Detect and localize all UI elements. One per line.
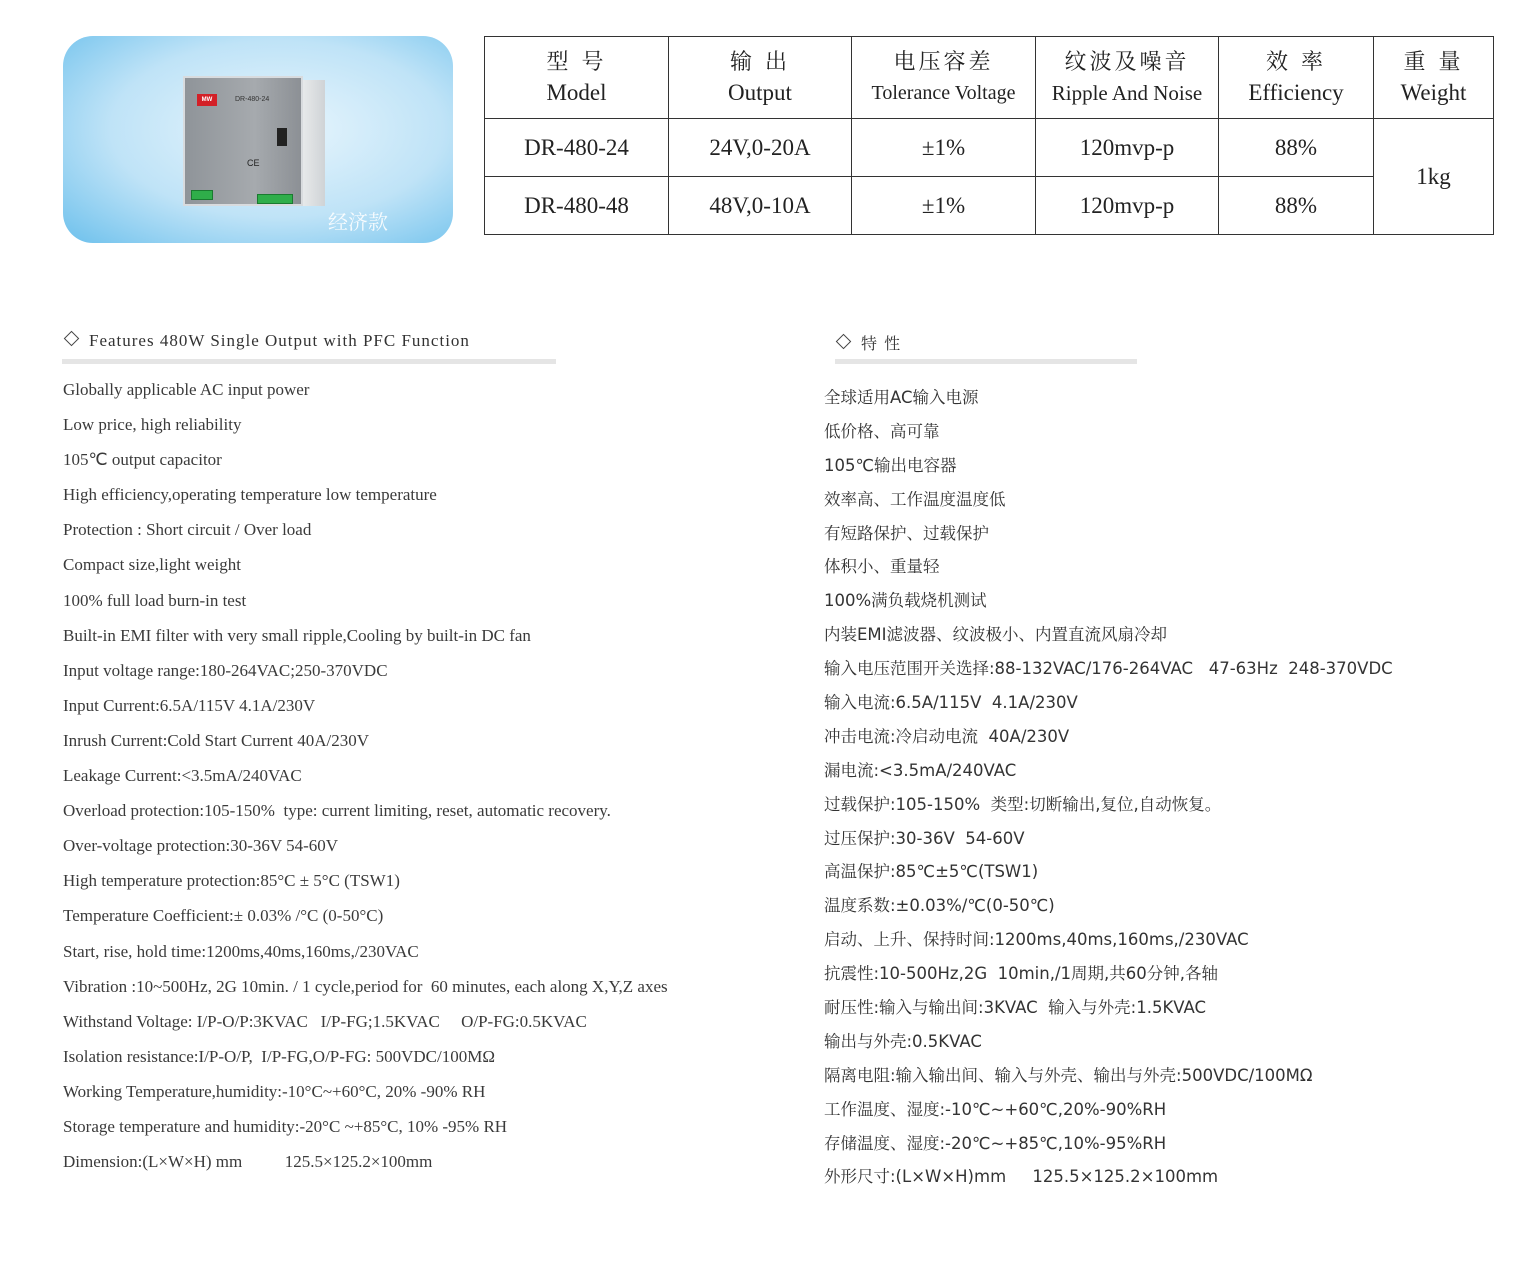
table-row — [485, 119, 1494, 177]
feature-item: 输入电流:6.5A/115V 4.1A/230V — [824, 693, 1078, 713]
header-efficiency: 效 率 Efficiency — [1219, 37, 1374, 119]
feature-item: Compact size,light weight — [63, 555, 241, 575]
feature-item: 100% full load burn-in test — [63, 590, 247, 610]
cell-model: DR-480-48 — [485, 177, 669, 235]
ce-mark: CE — [247, 158, 260, 168]
feature-item: High temperature protection:85°C ± 5°C (TSW1) — [63, 871, 400, 891]
feature-item: Input Current:6.5A/115V 4.1A/230V — [63, 695, 316, 715]
cell-efficiency: 88% — [1219, 119, 1374, 177]
feature-item: 高温保护:85℃±5℃(TSW1) — [824, 862, 1039, 882]
device-model-label: DR-480-24 — [235, 96, 270, 103]
table-row — [485, 177, 1494, 235]
spec-table — [484, 36, 1494, 235]
feature-item: 温度系数:±0.03%/℃(0-50℃) — [824, 896, 1055, 916]
feature-item: Start, rise, hold time:1200ms,40ms,160ms,/230VAC — [63, 941, 419, 961]
feature-item: Leakage Current:<3.5mA/240VAC — [63, 766, 302, 786]
feature-item: Storage temperature and humidity:-20°C ~+85°C, 10% -95% RH — [63, 1116, 508, 1136]
header-tolerance: 电压容差 Tolerance Voltage — [852, 37, 1036, 119]
feature-item: Vibration :10~500Hz, 2G 10min. / 1 cycle,period for 60 minutes, each along X,Y,Z axes — [63, 976, 668, 996]
feature-item: 105℃输出电容器 — [824, 455, 957, 475]
features-en-list — [63, 380, 668, 1187]
cell-efficiency: 88% — [1219, 177, 1374, 235]
feature-item: Withstand Voltage: I/P-O/P:3KVAC I/P-FG;1.5KVAC O/P-FG:0.5KVAC — [63, 1011, 587, 1031]
cell-tolerance: ±1% — [852, 177, 1036, 235]
heading-text: 特 性 — [861, 334, 902, 353]
heading-text: Features 480W Single Output with PFC Function — [89, 331, 470, 350]
feature-item: 存储温度、湿度:-20℃~+85℃,10%-95%RH — [824, 1133, 1167, 1153]
header-output: 输 出 Output — [669, 37, 852, 119]
cell-model: DR-480-24 — [485, 119, 669, 177]
feature-item: 有短路保护、过载保护 — [824, 523, 989, 543]
power-supply-device — [183, 76, 303, 206]
cell-ripple: 120mvp-p — [1036, 177, 1219, 235]
diamond-icon — [64, 331, 80, 347]
feature-item: Inrush Current:Cold Start Current 40A/230V — [63, 730, 369, 750]
cell-ripple: 120mvp-p — [1036, 119, 1219, 177]
product-image — [63, 36, 453, 243]
feature-item: 漏电流:<3.5mA/240VAC — [824, 760, 1017, 780]
cell-weight: 1kg — [1374, 119, 1494, 235]
feature-item: 全球适用AC输入电源 — [824, 388, 979, 407]
feature-item: 冲击电流:冷启动电流 40A/230V — [824, 726, 1070, 746]
header-weight: 重 量 Weight — [1374, 37, 1494, 119]
feature-item: 内装EMI滤波器、纹波极小、内置直流风扇冷却 — [824, 625, 1168, 645]
feature-item: 105℃ output capacitor — [63, 450, 222, 470]
feature-item: Protection : Short circuit / Over load — [63, 520, 312, 540]
device-switch — [277, 128, 287, 146]
feature-item: Input voltage range:180-264VAC;250-370VDC — [63, 660, 388, 680]
divider — [62, 359, 556, 364]
header-model: 型 号 Model — [485, 37, 669, 119]
feature-item: 抗震性:10-500Hz,2G 10min,/1周期,共60分钟,各轴 — [824, 964, 1218, 984]
feature-item: 体积小、重量轻 — [824, 557, 940, 577]
feature-item: 输出与外壳:0.5KVAC — [824, 1031, 982, 1051]
feature-item: 过压保护:30-36V 54-60V — [824, 828, 1025, 848]
cell-tolerance: ±1% — [852, 119, 1036, 177]
feature-item: 输入电压范围开关选择:88-132VAC/176-264VAC 47-63Hz 248-370VDC — [824, 659, 1393, 679]
header-ripple: 纹波及噪音 Ripple And Noise — [1036, 37, 1219, 119]
device-side — [303, 80, 325, 206]
feature-item: 隔离电阻:输入输出间、输入与外壳、输出与外壳:500VDC/100MΩ — [824, 1065, 1313, 1085]
feature-item: 工作温度、湿度:-10℃~+60℃,20%-90%RH — [824, 1099, 1167, 1119]
divider — [835, 359, 1137, 364]
features-zh-heading — [834, 331, 901, 354]
feature-item: Low price, high reliability — [63, 415, 242, 435]
feature-item: 耐压性:输入与输出间:3KVAC 输入与外壳:1.5KVAC — [824, 998, 1207, 1018]
features-zh-list — [824, 384, 1393, 1197]
table-header-row — [485, 37, 1494, 119]
feature-item: Isolation resistance:I/P-O/P, I/P-FG,O/P-FG: 500VDC/100MΩ — [63, 1046, 495, 1066]
feature-item: Dimension:(L×W×H) mm 125.5×125.2×100mm — [63, 1152, 433, 1172]
output-terminal — [257, 194, 293, 204]
feature-item: 100%满负载烧机测试 — [824, 591, 987, 611]
feature-item: Working Temperature,humidity:-10°C~+60°C, 20% -90% RH — [63, 1081, 486, 1101]
feature-item: Overload protection:105-150% type: current limiting, reset, automatic recovery. — [63, 801, 611, 821]
feature-item: 效率高、工作温度温度低 — [824, 489, 1006, 509]
product-badge: 经济款 — [328, 210, 388, 234]
brand-logo: MW — [197, 94, 217, 106]
features-en-heading — [62, 331, 470, 351]
feature-item: Globally applicable AC input power — [63, 380, 310, 399]
feature-item: 外形尺寸:(L×W×H)mm 125.5×125.2×100mm — [824, 1167, 1219, 1187]
feature-item: High efficiency,operating temperature low temperature — [63, 485, 437, 505]
cell-output: 48V,0-10A — [669, 177, 852, 235]
feature-item: 低价格、高可靠 — [824, 421, 940, 441]
feature-item: Over-voltage protection:30-36V 54-60V — [63, 836, 339, 856]
cell-output: 24V,0-20A — [669, 119, 852, 177]
feature-item: Built-in EMI filter with very small ripple,Cooling by built-in DC fan — [63, 625, 531, 645]
feature-item: Temperature Coefficient:± 0.03% /°C (0-50°C) — [63, 906, 384, 926]
feature-item: 启动、上升、保持时间:1200ms,40ms,160ms,/230VAC — [824, 930, 1249, 950]
feature-item: 过载保护:105-150% 类型:切断输出,复位,自动恢复。 — [824, 794, 1222, 814]
input-terminal — [191, 190, 213, 200]
diamond-icon — [836, 334, 852, 350]
